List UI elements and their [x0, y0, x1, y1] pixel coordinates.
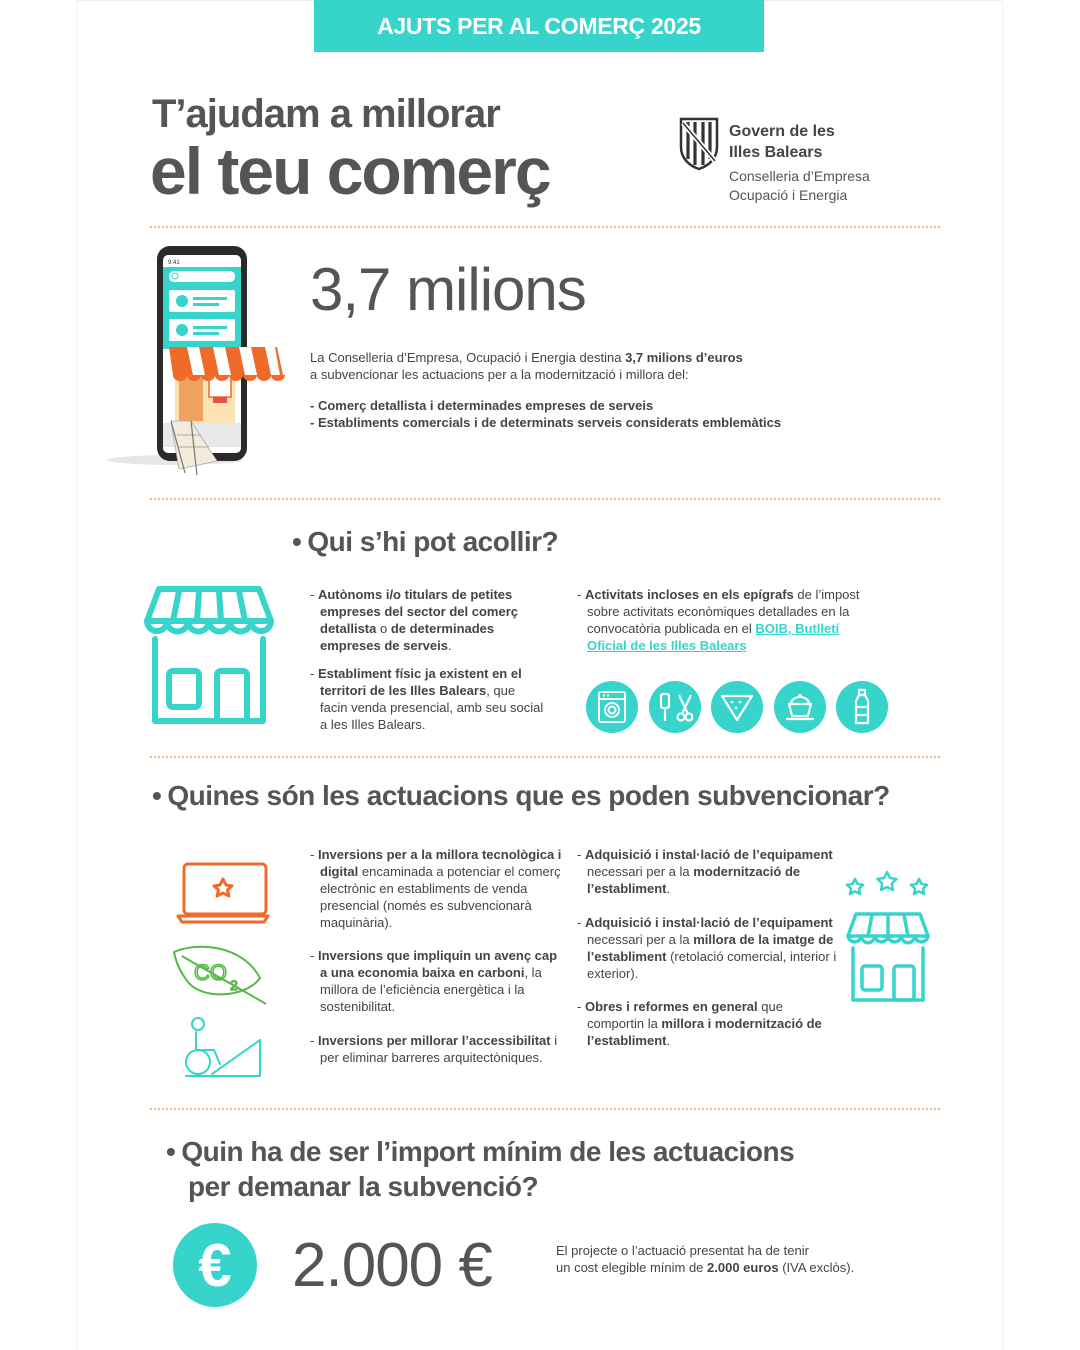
- pastry-icon: [774, 681, 826, 733]
- minimum-cost-text: El projecte o l’actuació presentat ha de tenir un cost elegible mínim de 2.000 euros (IVA exclòs).: [556, 1243, 855, 1275]
- divider: [150, 498, 940, 500]
- minimum-amount: 2.000 €: [292, 1231, 492, 1300]
- govern-shield-icon: [679, 117, 719, 171]
- actions-right-item-3: - Obres i reformes en general que comportin la millora i modernització de l’establiment.: [577, 999, 822, 1048]
- section-title-minimum: • Quin ha de ser l’import mínim de les actuacions per demanar la subvenció?: [166, 1136, 795, 1202]
- boib-link[interactable]: BOIB, Butlletí Oficial de les Illes Balears: [587, 621, 840, 653]
- govern-name: Govern de les Illes Balears: [729, 123, 835, 161]
- list-item: - Establiments comercials i de determinats serveis considerats emblemàtics: [310, 414, 782, 430]
- hairdresser-icon: [649, 681, 701, 733]
- watermelon-icon: [711, 681, 763, 733]
- washing-machine-icon: [586, 681, 638, 733]
- actions-left-item-3: - Inversions per millorar l’accessibilitat i per eliminar barreres arquitectòniques.: [310, 1033, 558, 1065]
- who-item-3: - Activitats incloses en els epígrafs de l’impost sobre activitats econòmiques detallades en la convocatòria publicada en el BOIB, Butlletí Oficial de les Illes Balears: [577, 587, 860, 653]
- section-title-actions: • Quines són les actuacions que es poden subvencionar?: [152, 780, 890, 811]
- budget-intro: La Conselleria d’Empresa, Ocupació i Energia destina 3,7 milions d’euros a subvencionar les actuacions per a la modernització i millora del:: [310, 350, 743, 382]
- co2-leaf-icon: [172, 944, 268, 1006]
- hero-title: el teu comerç: [150, 134, 550, 208]
- accessibility-ramp-icon: [182, 1016, 262, 1078]
- divider: [150, 756, 940, 758]
- divider: [150, 226, 940, 228]
- laptop-icon: [176, 860, 270, 924]
- phone-time: 9:41: [168, 260, 180, 266]
- divider: [150, 1108, 940, 1110]
- bottle-icon: [836, 681, 888, 733]
- page-right-border: [1002, 0, 1003, 1350]
- budget-beneficiary-list: [310, 398, 781, 431]
- shop-icon: [143, 583, 275, 727]
- rated-shop-icon: [842, 870, 934, 1004]
- euro-icon: €: [173, 1223, 257, 1307]
- svg-text:CO: CO: [194, 960, 227, 985]
- who-item-1: - Autònoms i/o titulars de petites empreses del sector del comerç detallista o de determinades empreses de serveis.: [310, 587, 518, 653]
- list-item: - Comerç detallista i determinades empreses de serveis: [310, 398, 654, 413]
- hero-subtitle: T’ajudam a millorar: [152, 92, 500, 136]
- header-banner: AJUTS PER AL COMERÇ 2025: [314, 0, 764, 52]
- budget-amount: 3,7 milions: [310, 256, 586, 323]
- actions-right-item-1: - Adquisició i instal·lació de l’equipament necessari per a la modernització de l’establiment.: [577, 847, 833, 896]
- page-left-border: [76, 0, 77, 1350]
- actions-right-item-2: - Adquisició i instal·lació de l’equipament necessari per a la millora de la imatge de l’establiment (retolació comercial, interior i exterior).: [577, 915, 837, 981]
- who-item-2: - Establiment físic ja existent en el territori de les Illes Balears, que facin venda presencial, amb seu social a les Illes Balears.: [310, 666, 544, 732]
- conselleria-name: Conselleria d’Empresa Ocupació i Energia: [729, 168, 870, 203]
- actions-left-item-2: - Inversions que impliquin un avenç cap a una economia baixa en carboni, la millora de l’eficiència energètica i la sostenibilitat.: [310, 948, 558, 1014]
- smartphone-shop-icon: [105, 243, 290, 478]
- section-title-who: • Qui s’hi pot acollir?: [292, 526, 559, 557]
- actions-left-item-1: - Inversions per a la millora tecnològica i digital encaminada a potenciar el comerç electrònic en establiments de venda presencial (només es subvencionarà maquinària).: [310, 847, 562, 930]
- svg-text:2: 2: [230, 977, 238, 993]
